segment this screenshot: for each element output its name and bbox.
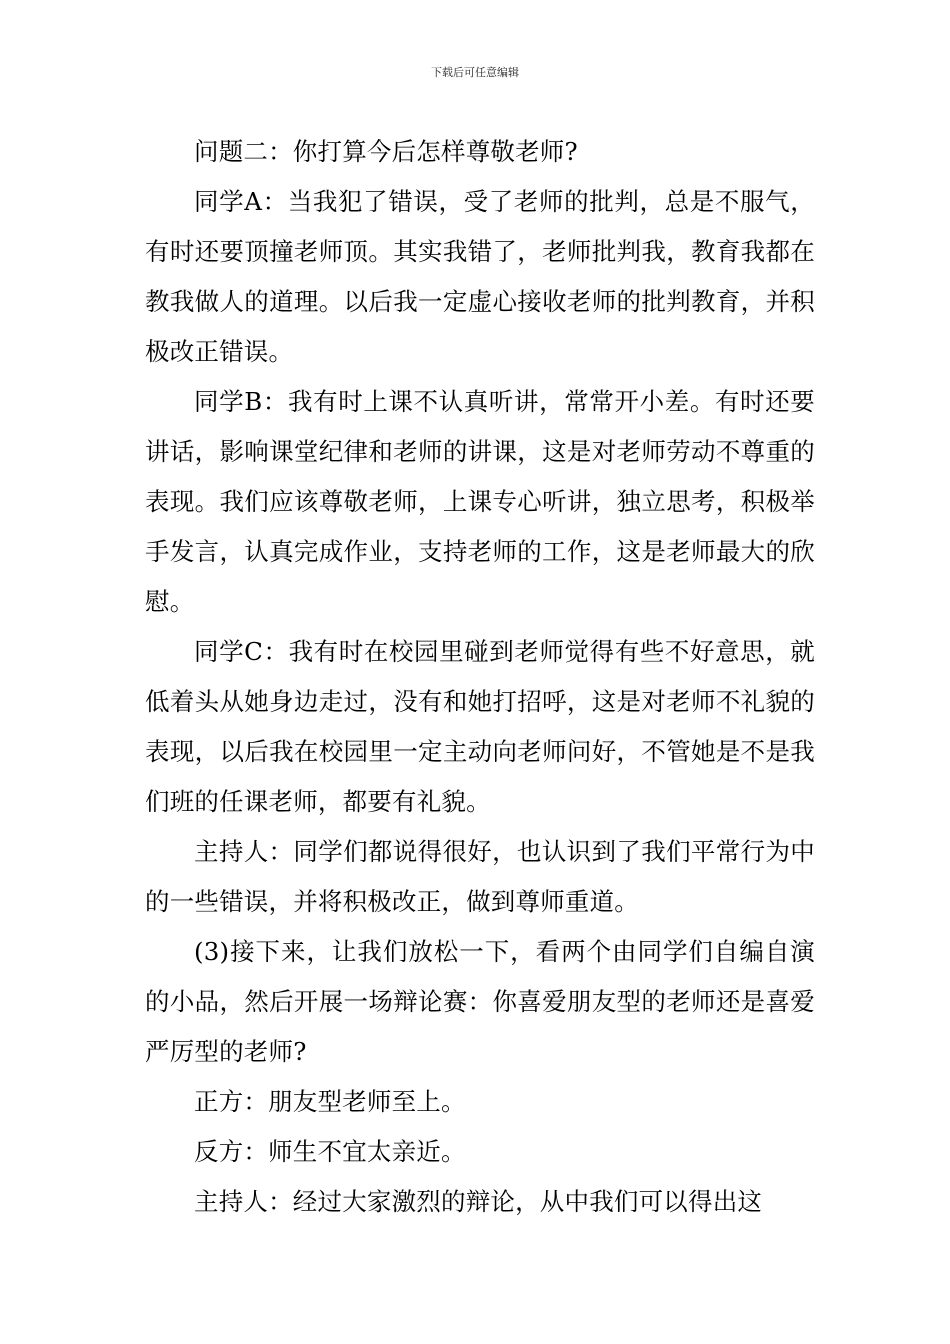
paragraph-student-c: 同学C：我有时在校园里碰到老师觉得有些不好意思，就低着头从她身边走过，没有和她打招呼，这是对老师不礼貌的表现，以后我在校园里一定主动向老师问好，不管她是不是我们班的任课老师，都要有礼貌。 (145, 637, 815, 816)
header-note: 下载后可任意编辑 (431, 66, 519, 79)
paragraph-affirmative: 正方：朋友型老师至上。 (194, 1087, 466, 1116)
paragraph-host-conclusion: 主持人：经过大家激烈的辩论，从中我们可以得出这 (194, 1187, 763, 1216)
paragraph-student-b: 同学B：我有时上课不认真听讲，常常开小差。有时还要讲话，影响课堂纪律和老师的讲课，这是对老师劳动不尊重的表现。我们应该尊敬老师，上课专心听讲，独立思考，积极举手发言，认真完成作业，支持老师的工作，这是老师最大的欣慰。 (145, 387, 815, 616)
paragraph-host-summary: 主持人：同学们都说得很好，也认识到了我们平常行为中的一些错误，并将积极改正，做到尊师重道。 (145, 837, 815, 916)
paragraph-negative: 反方：师生不宜太亲近。 (194, 1137, 466, 1166)
paragraph-question-two: 问题二：你打算今后怎样尊敬老师? (194, 137, 578, 166)
paragraph-step-three: (3)接下来，让我们放松一下，看两个由同学们自编自演的小品，然后开展一场辩论赛：你喜爱朋友型的老师还是喜爱严厉型的老师? (145, 937, 815, 1066)
paragraph-student-a: 同学A：当我犯了错误，受了老师的批判，总是不服气，有时还要顶撞老师顶。其实我错了，老师批判我，教育我都在教我做人的道理。以后我一定虚心接收老师的批判教育，并积极改正错误。 (145, 187, 815, 366)
document-body (145, 127, 815, 1227)
